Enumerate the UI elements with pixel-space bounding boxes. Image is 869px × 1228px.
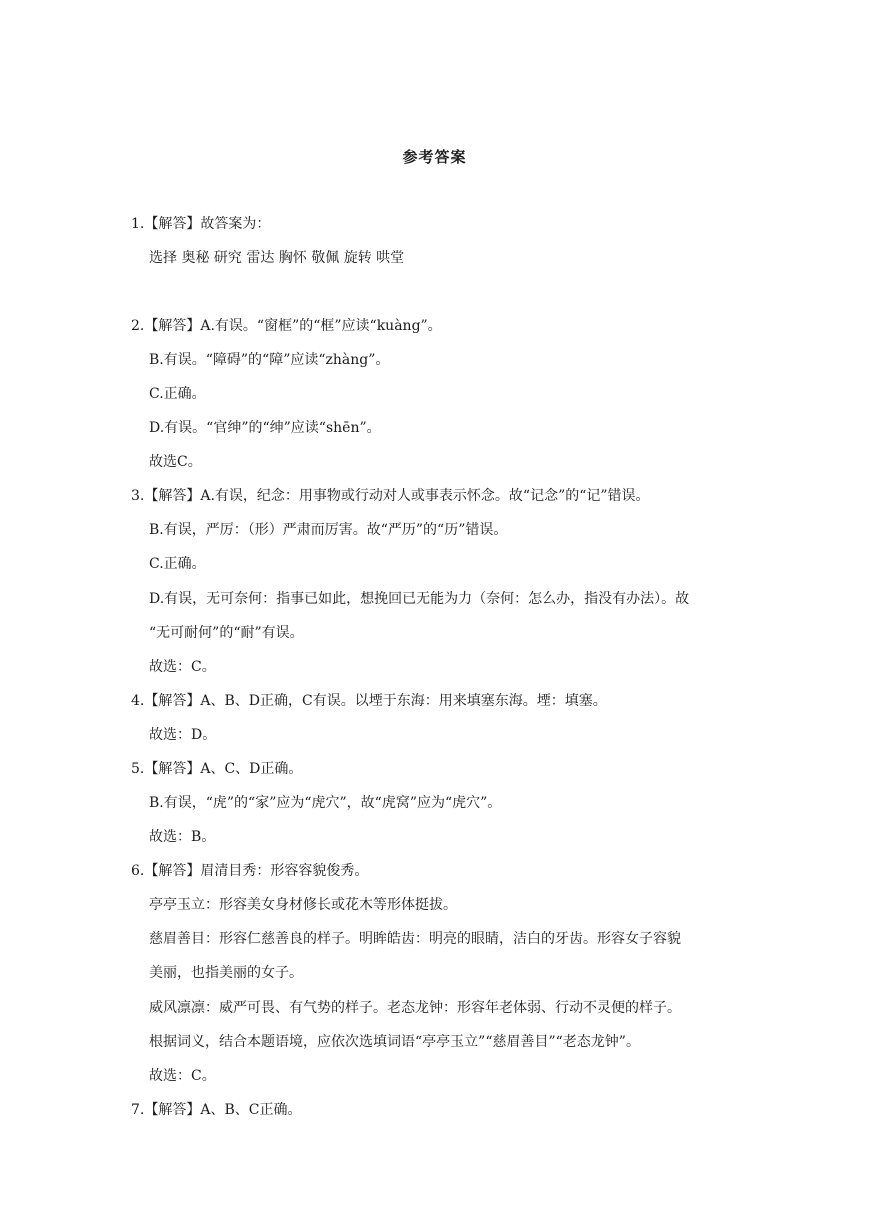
answer-3-header: 3.【解答】A.有误，纪念：用事物或行动对人或事表示怀念。故“记念”的“记”错误。	[131, 488, 650, 504]
answer-5-line-b: B.有误，“虎”的“家”应为“虎穴”，故“虎窝”应为“虎穴”。	[149, 795, 502, 811]
page-title: 参考答案	[402, 148, 467, 166]
answer-6-line-2: 亭亭玉立：形容美女身材修长或花木等形体挺拔。	[149, 897, 457, 913]
answer-4-conclusion: 故选：D。	[149, 727, 217, 743]
answer-3-conclusion: 故选：C。	[149, 659, 216, 675]
answer-7-header: 7.【解答】A、B、C正确。	[131, 1102, 302, 1118]
answer-6-header: 6.【解答】眉清目秀：形容容貌俊秀。	[131, 863, 369, 879]
answer-2-line-b: B.有误。“障碍”的“障”应读“zhàng”。	[149, 352, 390, 368]
answer-3-line-d-cont: “无可耐何”的“耐”有误。	[149, 625, 304, 641]
answer-1-header: 1.【解答】故答案为：	[131, 216, 271, 232]
answer-6-line-5: 根据词义，结合本题语境，应依次选填词语“亭亭玉立”“慈眉善目”“老态龙钟”。	[149, 1034, 640, 1050]
answer-2-line-d: D.有误。“官绅”的“绅”应读“shēn”。	[149, 420, 381, 436]
answer-5-header: 5.【解答】A、C、D正确。	[131, 761, 303, 777]
answer-5-conclusion: 故选：B。	[149, 829, 216, 845]
answer-2-conclusion: 故选C。	[149, 454, 202, 470]
answer-2-header: 2.【解答】A.有误。“窗框”的“框”应读“kuàng”。	[131, 318, 442, 334]
answer-3-line-c: C.正确。	[149, 556, 206, 572]
answer-4-header: 4.【解答】A、B、D正确，C有误。以堙于东海：用来填塞东海。堙：填塞。	[131, 693, 607, 709]
answer-3-line-b: B.有误，严厉：（形）严肃而厉害。故“严历”的“历”错误。	[149, 522, 508, 538]
answer-6-line-4: 威风凛凛：威严可畏、有气势的样子。老态龙钟：形容年老体弱、行动不灵便的样子。	[149, 1000, 681, 1016]
answer-6-line-3: 慈眉善目：形容仁慈善良的样子。明眸皓齿：明亮的眼睛，洁白的牙齿。形容女子容貌	[149, 931, 681, 947]
answer-6-conclusion: 故选：C。	[149, 1068, 216, 1084]
answer-6-line-3-cont: 美丽，也指美丽的女子。	[149, 965, 303, 981]
answer-2-line-c: C.正确。	[149, 386, 206, 402]
answer-3-line-d: D.有误，无可奈何：指事已如此，想挽回已无能为力（奈何：怎么办，指没有办法）。故	[149, 591, 690, 607]
answer-1-words: 选择 奥秘 研究 雷达 胸怀 敬佩 旋转 哄堂	[149, 250, 405, 266]
